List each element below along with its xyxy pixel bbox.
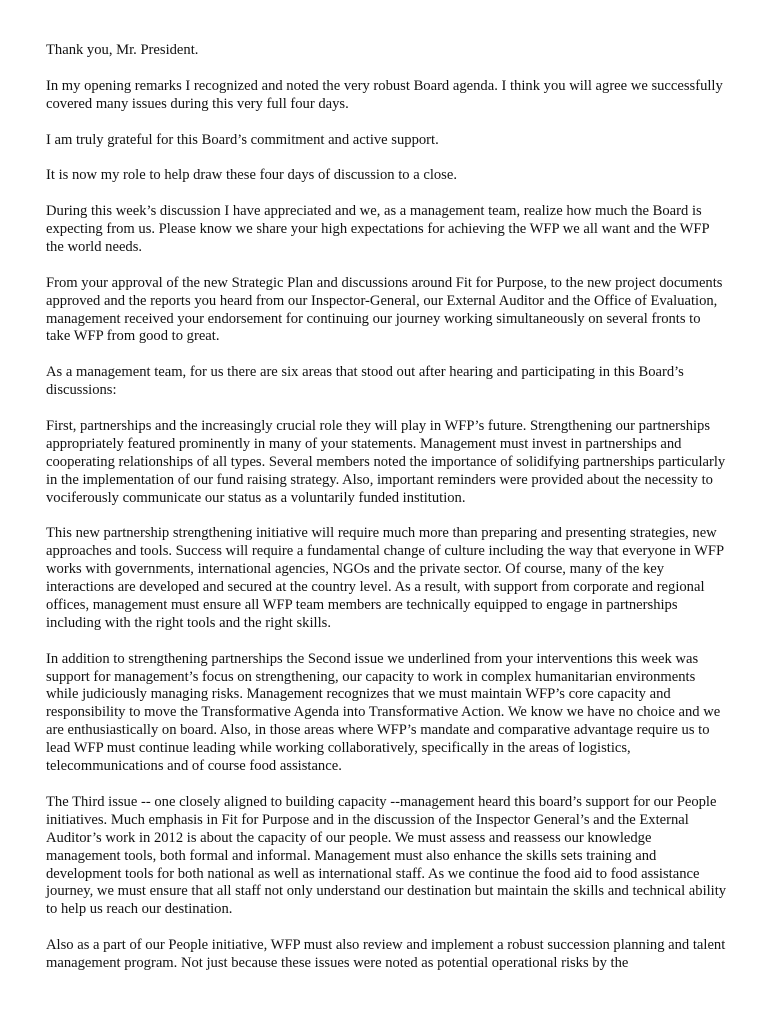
paragraph-second-issue: In addition to strengthening partnerships the Second issue we underlined from your interventions this week was support for management’s focus on strengthening, our capacity to work in complex humanitarian environments while judiciously managing risks. Management recognizes that we must maintain WFP’s core capacity and responsibility to move the Transformative Agenda into Transformative Action. We know we have no choice and we are enthusiastically on board. Also, in those areas where WFP’s mandate and comparative advantage require us to lead WFP must continue leading while working collaboratively, specifically in the areas of logistics, telecommunications and of course food assistance. (46, 650, 721, 775)
paragraph-gratitude: I am truly grateful for this Board’s commitment and active support. (46, 131, 439, 148)
paragraph-partnerships: First, partnerships and the increasingly crucial role they will play in WFP’s future. Strengthening our partnerships appropriately featured prominently in many of your statements. Management must invest in partnerships and cooperating relationships of all types. Several members noted the importance of solidifying partnerships particularly in the implementation of our fund raising strategy. Also, important reminders were provided about the necessity to vociferously communicate our status as a voluntarily funded institution. (46, 417, 726, 506)
paragraph-greeting: Thank you, Mr. President. (46, 42, 199, 58)
document-page (46, 42, 728, 991)
paragraph-closing-role: It is now my role to help draw these four days of discussion to a close. (46, 167, 457, 184)
paragraph-strategic-plan: From your approval of the new Strategic Plan and discussions around Fit for Purpose, to the new project documents approved and the reports you heard from our Inspector-General, our External Auditor and the Office of Evaluation, management received your endorsement for continuing our journey working simultaneously on several fronts to take WFP from good to great. (46, 274, 723, 345)
paragraph-succession-planning: Also as a part of our People initiative, WFP must also review and implement a robust succession planning and talent management program. Not just because these issues were noted as potential operational risks by the (46, 937, 726, 972)
paragraph-third-issue: The Third issue -- one closely aligned to building capacity --management heard this board’s support for our People initiatives. Much emphasis in Fit for Purpose and in the discussion of the Inspector General’s and the External Auditor’s work in 2012 is about the capacity of our people. We must assess and reassess our knowledge management tools, both formal and informal. Management must also enhance the skills sets training and development tools for both national as well as international staff. As we continue the food aid to food assistance journey, we must ensure that all staff not only understand our destination but maintain the skills and technical ability to help us reach our destination. (46, 793, 727, 918)
paragraph-partnership-initiative: This new partnership strengthening initiative will require much more than preparing and presenting strategies, new approaches and tools. Success will require a fundamental change of culture including the way that everyone in WFP works with governments, international agencies, NGOs and the private sector. Of course, many of the key interactions are developed and secured at the country level. As a result, with support from corporate and regional offices, management must ensure all WFP team members are technically equipped to engage in partnerships including with the right tools and the right skills. (46, 525, 724, 631)
paragraph-opening-remarks: In my opening remarks I recognized and noted the very robust Board agenda. I think you will agree we successfully covered many issues during this very full four days. (46, 77, 723, 112)
paragraph-six-areas: As a management team, for us there are six areas that stood out after hearing and participating in this Board’s discussions: (46, 364, 684, 399)
paragraph-expectations: During this week’s discussion I have appreciated and we, as a management team, realize how much the Board is expecting from us. Please know we share your high expectations for achieving the WFP we all want and the WFP the world needs. (46, 203, 710, 255)
